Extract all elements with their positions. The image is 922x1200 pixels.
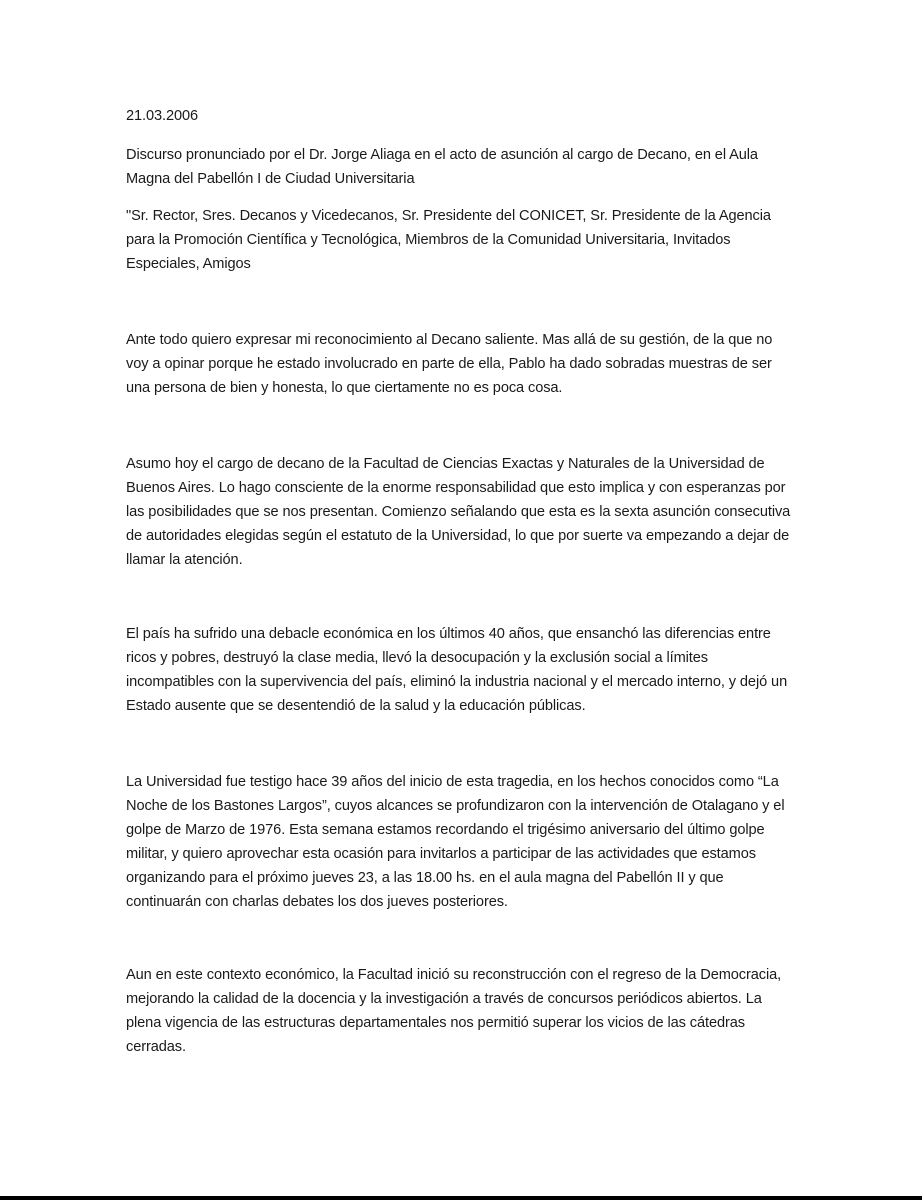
- paragraph-university-history: La Universidad fue testigo hace 39 años del inicio de esta tragedia, en los hechos conocidos como “La Noche de los Bastones Largos”, cuyos alcances se profundizaron con la intervención de Otalagano y el golpe de Marzo de 1976. Esta semana estamos recordando el trigésimo aniversario del último golpe militar, y quiero aprovechar esta ocasión para invitarlos a participar de las actividades que estamos organizando para el próximo jueves 23, a las 18.00 hs. en el aula magna del Pabellón II y que continuarán con charlas debates los dos jueves posteriores.: [126, 774, 785, 910]
- paragraph-economic-debacle: El país ha sufrido una debacle económica en los últimos 40 años, que ensanchó las diferencias entre ricos y pobres, destruyó la clase media, llevó la desocupación y la exclusión social a límites incompatibles con la supervivencia del país, eliminó la industria nacional y el mercado interno, y dejó un Estado ausente que se desentendió de la salud y la educación públicas.: [126, 626, 788, 714]
- document-date: 21.03.2006: [126, 108, 199, 124]
- paragraph-assuming-office: Asumo hoy el cargo de decano de la Facultad de Ciencias Exactas y Naturales de la Universidad de Buenos Aires. Lo hago consciente de la enorme responsabilidad que esto implica y con esperanzas por las posibilidades que se nos presentan. Comienzo señalando que esta es la sexta asunción consecutiva de autoridades elegidas según el estatuto de la Universidad, lo que por suerte va empezando a dejar de llamar la atención.: [126, 456, 791, 568]
- speech-introduction: Discurso pronunciado por el Dr. Jorge Aliaga en el acto de asunción al cargo de Decano, en el Aula Magna del Pabellón I de Ciudad Universitaria: [126, 147, 758, 187]
- paragraph-outgoing-dean: Ante todo quiero expresar mi reconocimiento al Decano saliente. Mas allá de su gestión, de la que no voy a opinar porque he estado involucrado en parte de ella, Pablo ha dado sobradas muestras de ser una persona de bien y honesta, lo que ciertamente no es poca cosa.: [126, 332, 773, 396]
- page-bottom-border: [0, 1196, 922, 1200]
- paragraph-faculty-reconstruction: Aun en este contexto económico, la Facultad inició su reconstrucción con el regreso de la Democracia, mejorando la calidad de la docencia y la investigación a través de concursos periódicos abiertos. La plena vigencia de las estructuras departamentales nos permitió superar los vicios de las cátedras cerradas.: [126, 967, 782, 1055]
- speech-salutation: "Sr. Rector, Sres. Decanos y Vicedecanos, Sr. Presidente del CONICET, Sr. Presidente de la Agencia para la Promoción Científica y Tecnológica, Miembros de la Comunidad Universitaria, Invitados Especiales, Amigos: [126, 208, 771, 272]
